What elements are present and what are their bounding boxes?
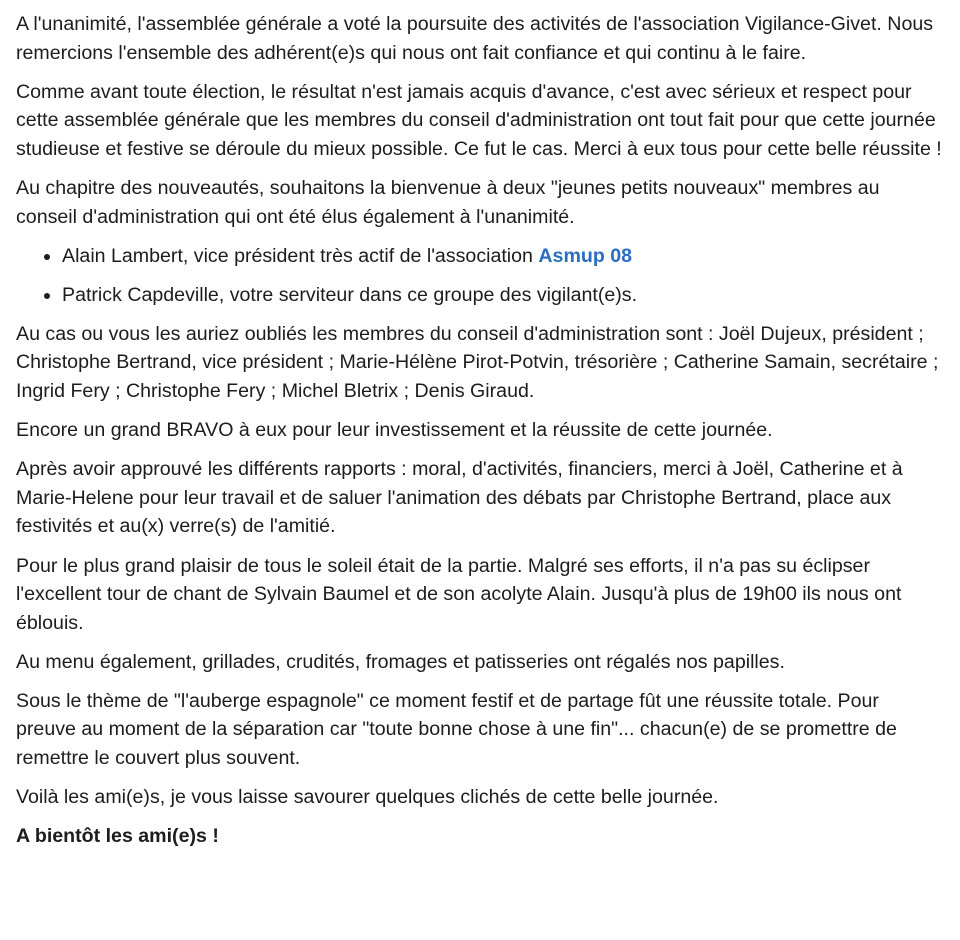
paragraph-board-members: Au cas ou vous les auriez oubliés les membres du conseil d'administration sont : Joël Dujeux, président ; Christophe Bertrand, vice président ; Marie-Hélène Pirot-Potvin, trésorière ; Catherine Samain, secrétaire ; Ingrid Fery ; Christophe Fery ; Michel Bletrix ; Denis Giraud. xyxy=(16,322,939,403)
paragraph-concert: Pour le plus grand plaisir de tous le soleil était de la partie. Malgré ses efforts, il n'a pas su éclipser l'excellent tour de chant de Sylvain Baumel et de son acolyte Alain. Jusqu'à plus de 19h00 ils nous ont éblouis. xyxy=(16,554,902,634)
list-item-text: Alain Lambert, vice président très actif de l'association xyxy=(62,244,539,267)
list-item-text: Patrick Capdeville, votre serviteur dans ce groupe des vigilant(e)s. xyxy=(62,283,638,306)
list-item xyxy=(62,242,942,271)
paragraph-reports: Après avoir approuvé les différents rapports : moral, d'activités, financiers, merci à Joël, Catherine et à Marie-Helene pour leur travail et de saluer l'animation des débats par Christophe Bertrand, place aux festivités et au(x) verre(s) de l'amitié. xyxy=(16,458,903,538)
paragraph-photos: Voilà les ami(e)s, je vous laisse savourer quelques clichés de cette belle journée. xyxy=(16,786,719,809)
paragraph-election: Comme avant toute élection, le résultat n'est jamais acquis d'avance, c'est avec sérieux et respect pour cette assemblée générale que les membres du conseil d'administration ont tout fait pour que cette journée studieuse et festive se déroule du mieux possible. Ce fut le cas. Merci à eux tous pour cette belle réussite ! xyxy=(16,80,942,160)
paragraph-menu: Au menu également, grillades, crudités, fromages et patisseries ont régalés nos papilles. xyxy=(16,650,785,673)
paragraph-bravo: Encore un grand BRAVO à eux pour leur investissement et la réussite de cette journée. xyxy=(16,419,773,442)
new-members-list xyxy=(16,242,942,310)
paragraph-theme: Sous le thème de "l'auberge espagnole" ce moment festif et de partage fût une réussite totale. Pour preuve au moment de la séparation car "toute bonne chose à une fin"... chacun(e) de se promettre de remettre le couvert plus souvent. xyxy=(16,689,897,770)
closing-line: A bientôt les ami(e)s ! xyxy=(16,825,219,848)
paragraph-vote-result: A l'unanimité, l'assemblée générale a voté la poursuite des activités de l'association Vigilance-Givet. Nous remercions l'ensemble des adhérent(e)s qui nous ont fait confiance et qui continu à le faire. xyxy=(16,13,934,64)
asmup-08-link[interactable]: Asmup 08 xyxy=(538,244,633,267)
list-item xyxy=(62,281,942,310)
paragraph-new-members-intro: Au chapitre des nouveautés, souhaitons la bienvenue à deux "jeunes petits nouveaux" membres au conseil d'administration qui ont été élus également à l'unanimité. xyxy=(16,176,880,228)
